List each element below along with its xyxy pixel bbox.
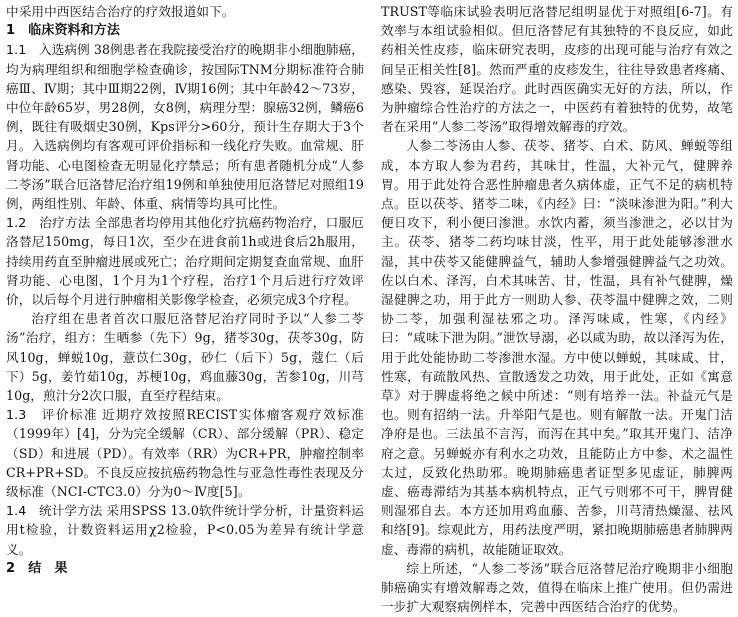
subsection-1-4-text: 采用SPSS 13.0软件统计学分析，计量资料运用t检验，计数资料运用χ2检验，P<0.05为差异有统计学意义。 xyxy=(6,503,364,557)
subsection-1-4-label: 1.4 统计学方法 xyxy=(6,503,103,519)
section-heading-materials: 1 临床资料和方法 xyxy=(6,23,120,39)
subsection-1-2 xyxy=(6,213,364,309)
subsection-1-1 xyxy=(6,40,364,213)
conclusion-paragraph: 综上所述，“人参二苓汤”联合厄洛替尼治疗晚期非小细胞肺癌确实有增效解毒之效，值得在临床上推广使用。但仍需进一步扩大观察病例样本，完善中西医结合治疗的优势。 xyxy=(381,560,733,615)
discussion-paragraph-1: TRUST等临床试验表明厄洛替尼组明显优于对照组[6-7]。有效率与本组试验相似。但厄洛替尼有其独特的不良反应，如此药相关性皮疹，临床研究表明，皮疹的出现可能与治疗有效之间呈正相关性[8]。然而严重的皮疹发生，往往导致患者疼痛、感染、毁容，延误治疗。此时西医确实无好的方法，所以，作为肿瘤综合性治疗的方法之一，中医药有着独特的优势，故笔者在采用“人参二苓汤”取得增效解毒的疗效。 xyxy=(381,4,733,135)
right-column xyxy=(381,2,733,617)
intro-text: 中采用中西医结合治疗的疗效报道如下。 xyxy=(6,4,235,19)
left-column xyxy=(6,2,364,578)
treatment-paragraph: 治疗组在患者首次口服厄洛替尼治疗同时予以“人参二苓汤”治疗，组方：生晒参（先下）9g，猪苓30g，茯苓30g，防风10g，蝉蜕10g，薏苡仁30g，砂仁（后下）5g，蔻仁（后下）5g，姜竹茹10g，苏梗10g，鸡血藤30g，苦参10g，川芎10g，煎汁分2次口服，直至疗程结束。 xyxy=(6,311,364,404)
subsection-1-1-label: 1.1 入选病例 xyxy=(6,42,90,58)
subsection-1-3-label: 1.3 评价标准 xyxy=(6,407,99,423)
discussion-paragraph-2: 人参二苓汤由人参、茯苓、猪苓、白术、防风、蝉蜕等组成，本方取人参为君药，其味甘，性温，大补元气，健脾养胃。用于此处符合恶性肿瘤患者久病体虚，正气不足的病机特点。臣以茯苓、猪苓二味，《内经》曰：“淡味渗泄为阳。”利大便日攻下，利小便曰渗泄。水饮内蓄，须当渗泄之，必以甘为主。茯苓、猪苓二药均味甘淡，性平，用于此处能够渗泄水湿，其中茯苓又能健脾益气，辅助人参增强健脾益气之功效。佐以白术、泽泻，白术其味苦、甘，性温，具有补气健脾，燥湿健脾之功，用于此方一则助人参、茯苓温中健脾之效，二则协二苓，加强利湿祛邪之功。泽泻味咸，性寒，《内经》曰：“咸味下泄为阴。”泄饮导溺，必以咸为助，故以泽泻为佐，用于此处能协助二苓渗泄水湿。方中使以蝉蜕，其味咸、甘，性寒，有疏散风热、宣散透发之功效，用于此处，正如《寓意草》对于脾虚将绝之候中所述：“则有培养一法。补益元气是也。则有招纳一法。升举阳气是也。则有解散一法。开鬼门洁净府是也。三法虽不言泻，而泻在其中矣。”取其开鬼门、洁净府之意。另蝉蜕亦有利水之功效，且能防止方中参、术之温性太过，反致化热助邪。晚期肺癌患者证型多见虚证，肺脾两虚、癌毒滞结为其基本病机特点，正气亏则邪不可干，脾胃健则湿邪自去。本方还加用鸡血藤、苦参，川芎清热燥湿、祛风和络[9]。综观此方，用药法度严明，紧扣晚期肺癌患者肺脾两虚、毒滞的病机，故能随证取效。 xyxy=(381,138,733,557)
subsection-1-3 xyxy=(6,405,364,501)
subsection-1-2-text: 全部患者均停用其他化疗抗癌药物治疗，口服厄洛替尼150mg，每日1次，至少在进食前1h或进食后2h服用，持续用药直至肿瘤进展或死亡；治疗期间定期复查血常规、血肝肾功能、心电图，1个月为1个疗程，治疗1个月后进行疗效评价，以后每个月进行肿瘤相关影像学检查，必须完成3个疗程。 xyxy=(6,215,364,308)
subsection-1-4 xyxy=(6,501,364,559)
subsection-1-2-label: 1.2 治疗方法 xyxy=(6,215,91,231)
section-heading-results: 2 结 果 xyxy=(6,560,68,576)
subsection-1-1-text: 38例患者在我院接受治疗的晚期非小细胞肺癌，均为病理组织和细胞学检查确诊，按国际TNM分期标准符合肺癌Ⅲ、Ⅳ期；其中Ⅲ期22例，Ⅳ期16例；其中年龄42～73岁，中位年龄65岁，男28例，女8例，病理分型：腺癌32例，鳞癌6例，既往有吸烟史30例，Kps评分>60分，预计生存期大于3个月。入选病例均有客观可评价指标和一线化疗失败。血常规、肝肾功能、心电图检查无明显化疗禁忌；所有患者随机分成“人参二苓汤”联合厄洛替尼治疗组19例和单独使用厄洛替尼对照组19例，两组性别、年龄、体重、病情等均具可比性。 xyxy=(6,42,364,212)
subsection-1-3-text: 近期疗效按照RECIST实体瘤客观疗效标准（1999年）[4]，分为完全缓解（CR）、部分缓解（PR）、稳定（SD）和进展（PD）。有效率（RR）为CR+PR，肿瘤控制率CR+PR+SD。不良反应按抗癌药物急性与亚急性毒性表现及分级标准（NCI-CTC3.0）分为0～Ⅳ度[5]。 xyxy=(6,407,364,500)
